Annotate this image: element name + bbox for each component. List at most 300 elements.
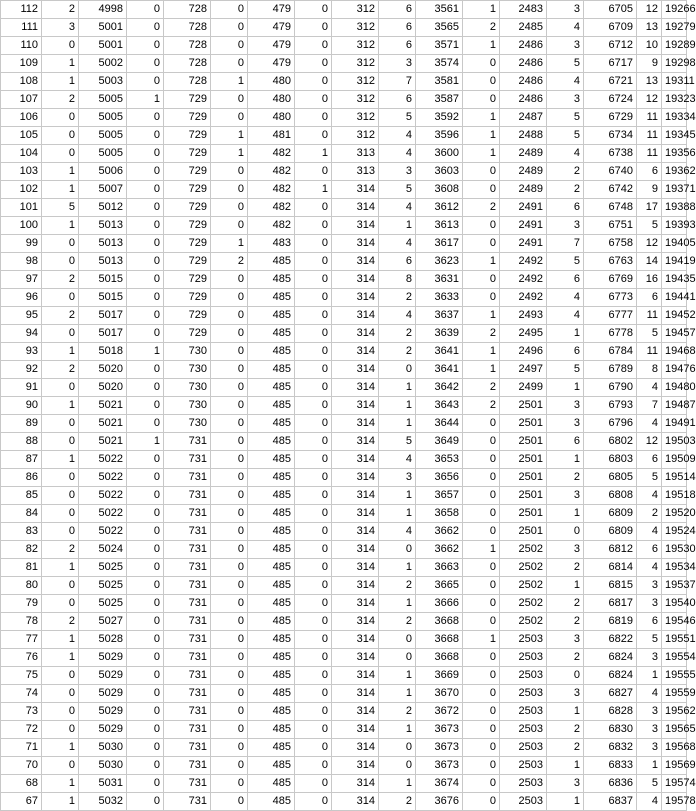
table-cell: 482 [248, 199, 295, 217]
table-cell: 3639 [416, 325, 463, 343]
table-cell: 0 [211, 271, 248, 289]
table-cell: 19503 [662, 433, 687, 451]
table-cell: 1 [463, 253, 500, 271]
table-cell: 2489 [500, 163, 547, 181]
table-row [1, 145, 687, 163]
table-cell: 19534 [662, 559, 687, 577]
table-row [1, 1, 687, 19]
table-cell: 0 [127, 415, 164, 433]
table-cell: 731 [164, 451, 211, 469]
table-cell: 0 [379, 541, 416, 559]
table-cell: 3 [547, 775, 584, 793]
table-cell: 0 [295, 595, 332, 613]
table-cell: 3 [547, 631, 584, 649]
table-cell: 3600 [416, 145, 463, 163]
table-cell: 89 [1, 415, 42, 433]
table-cell: 0 [295, 487, 332, 505]
table-cell: 2501 [500, 523, 547, 541]
table-cell: 729 [164, 199, 211, 217]
table-cell: 3673 [416, 739, 463, 757]
table-cell: 11 [637, 109, 662, 127]
table-cell: 9 [637, 181, 662, 199]
table-cell: 5005 [79, 145, 127, 163]
table-cell: 19266 [662, 1, 687, 19]
table-cell: 6729 [584, 109, 637, 127]
table-row [1, 379, 687, 397]
table-cell: 0 [211, 163, 248, 181]
table-cell: 314 [332, 595, 379, 613]
table-cell: 72 [1, 721, 42, 739]
table-cell: 6819 [584, 613, 637, 631]
table-cell: 3 [547, 487, 584, 505]
table-cell: 2 [463, 19, 500, 37]
table-cell: 6817 [584, 595, 637, 613]
table-cell: 0 [42, 757, 79, 775]
table-cell: 0 [127, 325, 164, 343]
table-cell: 0 [211, 415, 248, 433]
table-cell: 3 [547, 37, 584, 55]
table-row [1, 109, 687, 127]
table-cell: 0 [211, 505, 248, 523]
table-cell: 3613 [416, 217, 463, 235]
table-cell: 0 [127, 19, 164, 37]
table-cell: 1 [42, 163, 79, 181]
table-cell: 0 [211, 451, 248, 469]
table-cell: 11 [637, 127, 662, 145]
table-cell: 1 [211, 145, 248, 163]
table-row [1, 361, 687, 379]
table-cell: 731 [164, 469, 211, 487]
table-cell: 3676 [416, 793, 463, 811]
table-cell: 84 [1, 505, 42, 523]
table-cell: 3596 [416, 127, 463, 145]
table-cell: 0 [295, 541, 332, 559]
table-cell: 3673 [416, 721, 463, 739]
table-cell: 19371 [662, 181, 687, 199]
table-cell: 14 [637, 253, 662, 271]
table-cell: 6812 [584, 541, 637, 559]
table-cell: 70 [1, 757, 42, 775]
table-cell: 0 [463, 181, 500, 199]
table-cell: 728 [164, 73, 211, 91]
table-cell: 0 [295, 343, 332, 361]
table-cell: 0 [211, 217, 248, 235]
table-cell: 4 [379, 127, 416, 145]
table-cell: 3574 [416, 55, 463, 73]
table-cell: 0 [295, 739, 332, 757]
table-cell: 314 [332, 253, 379, 271]
table-cell: 3 [379, 55, 416, 73]
table-cell: 4 [379, 199, 416, 217]
table-cell: 0 [211, 325, 248, 343]
table-cell: 3 [547, 397, 584, 415]
table-cell: 3673 [416, 757, 463, 775]
table-cell: 0 [211, 487, 248, 505]
table-cell: 482 [248, 145, 295, 163]
table-cell: 731 [164, 433, 211, 451]
table-cell: 729 [164, 217, 211, 235]
table-cell: 0 [42, 145, 79, 163]
table-cell: 4 [547, 307, 584, 325]
table-cell: 3665 [416, 577, 463, 595]
table-cell: 0 [463, 523, 500, 541]
table-cell: 4 [547, 289, 584, 307]
table-cell: 485 [248, 451, 295, 469]
table-cell: 0 [127, 217, 164, 235]
table-cell: 0 [463, 739, 500, 757]
table-cell: 485 [248, 595, 295, 613]
table-row [1, 325, 687, 343]
table-cell: 2 [379, 325, 416, 343]
table-cell: 0 [42, 595, 79, 613]
table-row [1, 181, 687, 199]
table-cell: 74 [1, 685, 42, 703]
table-cell: 5020 [79, 379, 127, 397]
table-cell: 5 [547, 127, 584, 145]
table-cell: 5 [547, 55, 584, 73]
table-cell: 0 [295, 775, 332, 793]
table-cell: 2483 [500, 1, 547, 19]
table-cell: 314 [332, 199, 379, 217]
table-cell: 5 [547, 253, 584, 271]
table-cell: 3663 [416, 559, 463, 577]
table-cell: 2489 [500, 145, 547, 163]
table-cell: 0 [463, 433, 500, 451]
table-cell: 6 [379, 91, 416, 109]
table-cell: 2 [463, 325, 500, 343]
table-cell: 19569 [662, 757, 687, 775]
table-cell: 2488 [500, 127, 547, 145]
table-cell: 0 [463, 271, 500, 289]
table-cell: 1 [463, 361, 500, 379]
table-cell: 0 [463, 613, 500, 631]
table-cell: 0 [547, 667, 584, 685]
table-cell: 729 [164, 109, 211, 127]
table-cell: 2 [42, 307, 79, 325]
table-cell: 0 [127, 73, 164, 91]
table-cell: 6793 [584, 397, 637, 415]
table-cell: 0 [463, 793, 500, 811]
table-cell: 485 [248, 613, 295, 631]
table-cell: 3 [637, 721, 662, 739]
table-cell: 314 [332, 721, 379, 739]
table-cell: 0 [42, 577, 79, 595]
table-cell: 3 [637, 739, 662, 757]
table-cell: 107 [1, 91, 42, 109]
table-cell: 19435 [662, 271, 687, 289]
table-cell: 0 [211, 685, 248, 703]
table-cell: 479 [248, 1, 295, 19]
table-cell: 5022 [79, 523, 127, 541]
table-cell: 5 [637, 631, 662, 649]
table-cell: 13 [637, 73, 662, 91]
table-cell: 1 [379, 685, 416, 703]
table-cell: 0 [211, 523, 248, 541]
table-cell: 4 [637, 523, 662, 541]
table-cell: 314 [332, 559, 379, 577]
table-cell: 19452 [662, 307, 687, 325]
table-cell: 485 [248, 433, 295, 451]
table-cell: 3 [42, 19, 79, 37]
table-cell: 0 [42, 487, 79, 505]
table-cell: 1 [637, 757, 662, 775]
table-cell: 0 [463, 577, 500, 595]
table-cell: 0 [127, 559, 164, 577]
table-row [1, 19, 687, 37]
table-cell: 3670 [416, 685, 463, 703]
table-cell: 71 [1, 739, 42, 757]
table-cell: 108 [1, 73, 42, 91]
table-cell: 0 [211, 307, 248, 325]
table-cell: 0 [42, 109, 79, 127]
table-cell: 6802 [584, 433, 637, 451]
table-cell: 485 [248, 307, 295, 325]
table-cell: 19491 [662, 415, 687, 433]
table-cell: 5025 [79, 595, 127, 613]
table-cell: 3 [547, 217, 584, 235]
table-cell: 2503 [500, 667, 547, 685]
table-cell: 483 [248, 235, 295, 253]
table-cell: 3672 [416, 703, 463, 721]
table-cell: 314 [332, 685, 379, 703]
table-cell: 2 [42, 1, 79, 19]
table-cell: 0 [211, 343, 248, 361]
table-cell: 0 [211, 721, 248, 739]
table-cell: 7 [637, 397, 662, 415]
table-cell: 4 [379, 145, 416, 163]
table-row [1, 595, 687, 613]
table-cell: 4 [547, 19, 584, 37]
table-cell: 2499 [500, 379, 547, 397]
table-cell: 0 [127, 55, 164, 73]
table-cell: 1 [42, 775, 79, 793]
table-cell: 3668 [416, 631, 463, 649]
table-row [1, 397, 687, 415]
table-cell: 2 [379, 343, 416, 361]
table-cell: 0 [295, 217, 332, 235]
table-cell: 6 [547, 343, 584, 361]
table-cell: 4 [637, 793, 662, 811]
table-cell: 0 [42, 379, 79, 397]
table-cell: 4 [547, 73, 584, 91]
table-cell: 0 [127, 37, 164, 55]
table-cell: 2 [379, 577, 416, 595]
table-cell: 731 [164, 739, 211, 757]
table-cell: 5021 [79, 415, 127, 433]
table-cell: 0 [463, 451, 500, 469]
table-cell: 7 [547, 235, 584, 253]
table-cell: 5015 [79, 289, 127, 307]
table-cell: 485 [248, 397, 295, 415]
table-cell: 3 [637, 649, 662, 667]
table-cell: 729 [164, 91, 211, 109]
table-cell: 6 [637, 163, 662, 181]
table-cell: 19323 [662, 91, 687, 109]
table-cell: 6815 [584, 577, 637, 595]
table-cell: 6 [547, 433, 584, 451]
table-cell: 485 [248, 757, 295, 775]
table-cell: 6824 [584, 649, 637, 667]
table-cell: 731 [164, 523, 211, 541]
table-cell: 8 [379, 271, 416, 289]
table-cell: 2 [42, 613, 79, 631]
table-cell: 2491 [500, 235, 547, 253]
table-cell: 314 [332, 271, 379, 289]
table-cell: 3631 [416, 271, 463, 289]
table-cell: 0 [463, 505, 500, 523]
table-cell: 6751 [584, 217, 637, 235]
table-cell: 314 [332, 433, 379, 451]
table-cell: 3674 [416, 775, 463, 793]
table-cell: 0 [211, 703, 248, 721]
table-cell: 95 [1, 307, 42, 325]
table-cell: 6778 [584, 325, 637, 343]
table-cell: 4 [637, 559, 662, 577]
table-cell: 2487 [500, 109, 547, 127]
table-cell: 2502 [500, 613, 547, 631]
table-cell: 19419 [662, 253, 687, 271]
table-cell: 312 [332, 91, 379, 109]
table-cell: 0 [295, 253, 332, 271]
table-cell: 482 [248, 163, 295, 181]
table-cell: 0 [295, 325, 332, 343]
table-cell: 3 [637, 595, 662, 613]
table-cell: 1 [42, 451, 79, 469]
table-cell: 1 [547, 757, 584, 775]
table-cell: 0 [295, 703, 332, 721]
table-cell: 728 [164, 19, 211, 37]
table-cell: 2502 [500, 577, 547, 595]
table-cell: 4 [379, 235, 416, 253]
table-cell: 0 [42, 433, 79, 451]
table-cell: 7 [379, 73, 416, 91]
table-cell: 0 [463, 469, 500, 487]
table-cell: 103 [1, 163, 42, 181]
table-cell: 314 [332, 379, 379, 397]
table-cell: 110 [1, 37, 42, 55]
table-cell: 3 [547, 685, 584, 703]
table-cell: 2 [547, 469, 584, 487]
table-row [1, 307, 687, 325]
table-cell: 19393 [662, 217, 687, 235]
table-cell: 1 [547, 793, 584, 811]
table-cell: 6789 [584, 361, 637, 379]
table-cell: 1 [463, 37, 500, 55]
table-cell: 730 [164, 343, 211, 361]
table-cell: 5 [379, 181, 416, 199]
table-cell: 1 [379, 379, 416, 397]
table-cell: 19546 [662, 613, 687, 631]
table-cell: 2 [463, 397, 500, 415]
table-cell: 6837 [584, 793, 637, 811]
table-cell: 5 [379, 433, 416, 451]
table-cell: 1 [42, 73, 79, 91]
table-cell: 480 [248, 91, 295, 109]
table-cell: 6832 [584, 739, 637, 757]
table-cell: 2 [547, 559, 584, 577]
table-cell: 1 [211, 73, 248, 91]
table-cell: 2492 [500, 253, 547, 271]
table-row [1, 55, 687, 73]
table-cell: 3668 [416, 613, 463, 631]
table-cell: 485 [248, 523, 295, 541]
table-cell: 19311 [662, 73, 687, 91]
table-cell: 0 [127, 361, 164, 379]
table-cell: 485 [248, 703, 295, 721]
table-cell: 1 [42, 217, 79, 235]
table-cell: 3 [379, 469, 416, 487]
table-cell: 729 [164, 181, 211, 199]
table-cell: 314 [332, 343, 379, 361]
table-cell: 6 [637, 541, 662, 559]
table-cell: 1 [379, 775, 416, 793]
table-cell: 0 [127, 181, 164, 199]
table-cell: 0 [295, 451, 332, 469]
table-cell: 2486 [500, 37, 547, 55]
table-cell: 5005 [79, 127, 127, 145]
table-cell: 6738 [584, 145, 637, 163]
table-cell: 0 [211, 397, 248, 415]
table-cell: 3 [547, 415, 584, 433]
table-cell: 0 [295, 397, 332, 415]
table-cell: 2 [42, 271, 79, 289]
table-cell: 3 [547, 91, 584, 109]
table-cell: 2492 [500, 271, 547, 289]
table-cell: 2491 [500, 217, 547, 235]
table-cell: 485 [248, 559, 295, 577]
table-cell: 5013 [79, 253, 127, 271]
table-cell: 0 [295, 649, 332, 667]
table-cell: 2501 [500, 415, 547, 433]
table-cell: 0 [211, 541, 248, 559]
table-cell: 19388 [662, 199, 687, 217]
table-cell: 0 [211, 37, 248, 55]
table-cell: 0 [211, 649, 248, 667]
table-cell: 5020 [79, 361, 127, 379]
table-cell: 731 [164, 721, 211, 739]
table-cell: 314 [332, 793, 379, 811]
table-cell: 0 [295, 469, 332, 487]
table-cell: 0 [463, 757, 500, 775]
table-cell: 1 [127, 433, 164, 451]
table-cell: 0 [295, 109, 332, 127]
table-cell: 100 [1, 217, 42, 235]
table-cell: 5022 [79, 505, 127, 523]
table-cell: 6742 [584, 181, 637, 199]
table-cell: 1 [637, 667, 662, 685]
table-cell: 90 [1, 397, 42, 415]
table-cell: 2503 [500, 703, 547, 721]
table-cell: 485 [248, 361, 295, 379]
table-row [1, 739, 687, 757]
table-cell: 731 [164, 487, 211, 505]
table-cell: 0 [295, 127, 332, 145]
table-cell: 2493 [500, 307, 547, 325]
table-cell: 0 [463, 73, 500, 91]
table-cell: 6769 [584, 271, 637, 289]
table-cell: 1 [379, 415, 416, 433]
table-cell: 1 [127, 343, 164, 361]
table-cell: 0 [379, 757, 416, 775]
table-cell: 0 [42, 505, 79, 523]
table-row [1, 469, 687, 487]
table-cell: 731 [164, 613, 211, 631]
table-cell: 314 [332, 217, 379, 235]
table-cell: 3641 [416, 343, 463, 361]
table-cell: 6 [637, 451, 662, 469]
table-cell: 314 [332, 505, 379, 523]
table-cell: 0 [42, 325, 79, 343]
